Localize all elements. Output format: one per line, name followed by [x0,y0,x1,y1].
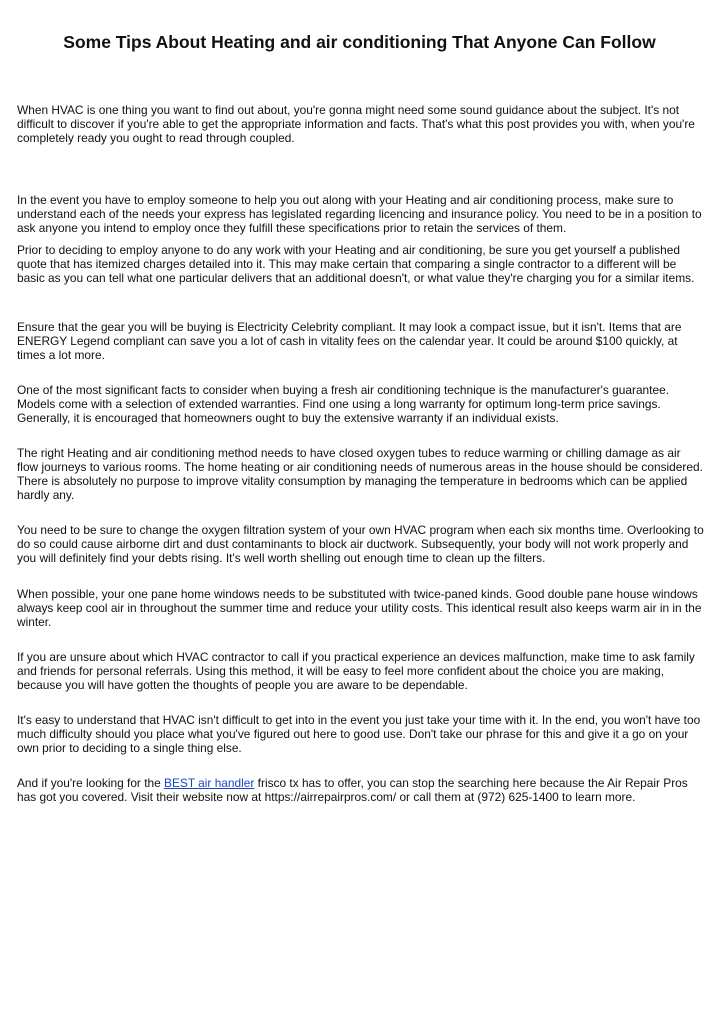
paragraph-filters: You need to be sure to change the oxygen filtration system of your own HVAC program when each six months time. Overlooking to do so could cause airborne dirt and dust contaminants to block air ductwork. Subsequently, your body will not work properly and you will definitely find your debts rising. It's well worth shelling out enough time to clean up the filters. [17,523,704,565]
promo-text-after: frisco tx has to offer, you can stop the searching here because the Air Repair Pros has got you covered. Visit their website now at https://airrepairpros.com/ or call them at (972) 625-1400 to learn more. [17,776,688,804]
paragraph-warranty: One of the most significant facts to consider when buying a fresh air conditioning technique is the manufacturer's guarantee. Models come with a selection of extended warranties. Find one using a long warranty for optimum long-term price savings. Generally, it is encouraged that homeowners ought to buy the extensive warranty if an individual exists. [17,383,670,425]
paragraph-intro: When HVAC is one thing you want to find out about, you're gonna might need some sound guidance about the subject. It's not difficult to discover if you're able to get the appropriate information and facts. That's what this post provides you with, when you're completely ready you ought to read through coupled. [17,103,695,145]
paragraph-written-quote: Prior to deciding to employ anyone to do any work with your Heating and air conditioning, be sure you get yourself a published quote that has itemized charges detailed into it. This may make certain that comparing a single contractor to a different will be basic as you can tell what one particular delivers that an additional doesn't, or what value they're charging you for a similar items. [17,243,695,285]
page-title: Some Tips About Heating and air conditioning That Anyone Can Follow [63,32,656,52]
air-handler-link[interactable]: BEST air handler [164,776,255,790]
paragraph-windows: When possible, your one pane home windows needs to be substituted with twice-paned kinds. Good double pane house windows always keep cool air in throughout the summer time and reduce your utility costs. This identical result also keeps warm air in in the winter. [17,587,702,629]
paragraph-promo [17,776,705,804]
paragraph-conclusion: It's easy to understand that HVAC isn't difficult to get into in the event you just take your time with it. In the end, you won't have too much difficulty should you place what you've figured out here to good use. Don't take our phrase for this and give it a go on your own prior to deciding to a single thing else. [17,713,701,755]
paragraph-energy-star: Ensure that the gear you will be buying is Electricity Celebrity compliant. It may look a compact issue, but it isn't. Items that are ENERGY Legend compliant can save you a lot of cash in vitality fees on the calendar year. It could be around $100 quickly, at times a lot more. [17,320,682,362]
paragraph-referrals: If you are unsure about which HVAC contractor to call if you practical experience an devices malfunction, make time to ask family and friends for personal referrals. Using this method, it will be easy to feel more confident about the choice you are making, because you will have gotten the thoughts of people you are aware to be dependable. [17,650,695,692]
paragraph-licensing: In the event you have to employ someone to help you out along with your Heating and air conditioning process, make sure to understand each of the needs your express has legislated regarding licencing and insurance policy. You need to be in a position to ask anyone you intend to employ once they fulfill these specifications prior to retain the services of them. [17,193,702,235]
promo-text-before: And if you're looking for the [17,776,165,790]
paragraph-sealed-ducts: The right Heating and air conditioning method needs to have closed oxygen tubes to reduce warming or chilling damage as air flow journeys to various rooms. The home heating or air conditioning needs of numerous areas in the house should be considered. There is absolutely no purpose to improve vitality consumption by managing the temperature in bedrooms which can be applied hardly any. [17,446,703,502]
